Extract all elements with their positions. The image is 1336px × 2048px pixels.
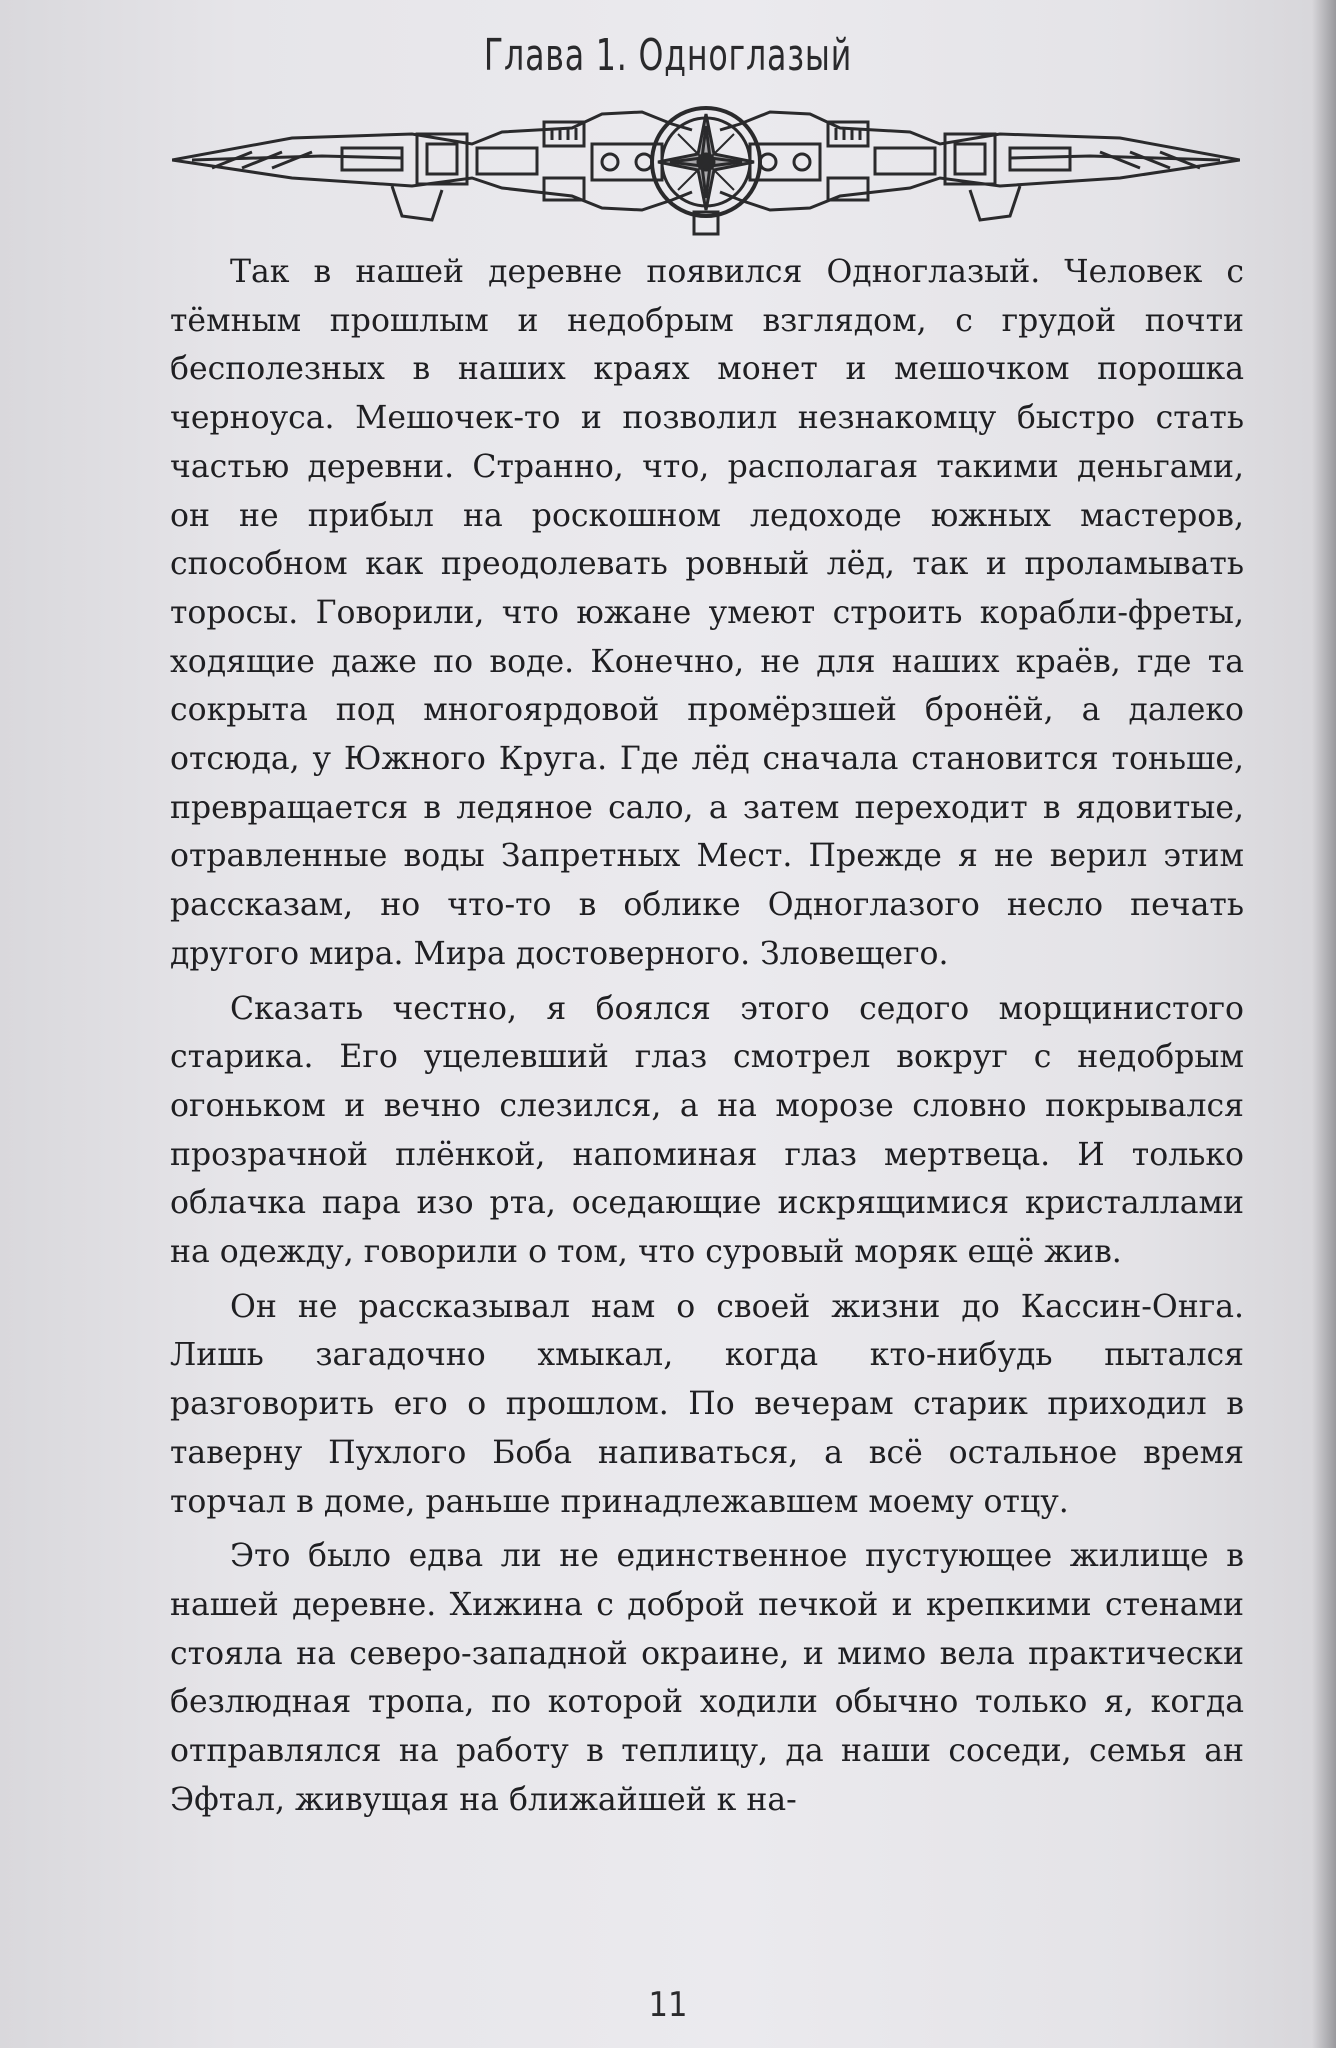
paragraph: Сказать честно, я боялся этого седого морщинистого старика. Его уцелевший глаз смотрел вокруг с недобрым огоньком и вечно слезился, а на морозе словно покрывался прозрачной плёнкой, напоминая глаз мертвеца. И только облачка пара изо рта, оседающие искрящимися кристаллами на одежду, говорили о том, что суровый моряк ещё жив. [170, 990, 1244, 1271]
chapter-title: Глава 1. Одноглазый [483, 30, 853, 81]
paragraph: Так в нашей деревне появился Одноглазый. Человек с тёмным прошлым и недобрым взглядом, с грудой почти бесполезных в наших краях монет и мешочком порошка черноуса. Мешочек-то и позволил незнакомцу быстро стать частью деревни. Странно, что, располагая такими деньгами, он не прибыл на роскошном ледоходе южных мастеров, способном как преодолевать ровный лёд, так и проламывать торосы. Говорили, что южане умеют строить корабли-фреты, ходящие даже по воде. Конечно, не для наших краёв, где та сокрыта под многоярдовой промёрзшей бронёй, а далеко отсюда, у Южного Круга. Где лёд сначала становится тоньше, превращается в ледяное сало, а затем переходит в ядовитые, отравленные воды Запретных Мест. Прежде я не верил этим рассказам, но что-то в облике Одноглазого несло печать другого мира. Мира достоверного. Зловещего. [170, 254, 1244, 972]
steampunk-compass-divider-icon [172, 104, 1240, 244]
paragraph: Это было едва ли не единственное пустующее жилище в нашей деревне. Хижина с доброй печкой и крепкими стенами стояла на северо-западной окраине, и мимо вела практически безлюдная тропа, по которой ходили обычно только я, когда отправлялся на работу в теплицу, да наши соседи, семья ан Эфтал, живущая на ближайшей к на- [170, 1538, 1244, 1818]
paragraph: Он не рассказывал нам о своей жизни до Кассин-Онга. Лишь загадочно хмыкал, когда кто-нибудь пытался разговорить его о прошлом. По вечерам старик приходил в таверну Пухлого Боба напиваться, а всё остальное время торчал в доме, раньше принадлежавшем моему отцу. [170, 1288, 1244, 1520]
body-text [170, 248, 1244, 1825]
page-number: 11 [648, 1985, 688, 2025]
